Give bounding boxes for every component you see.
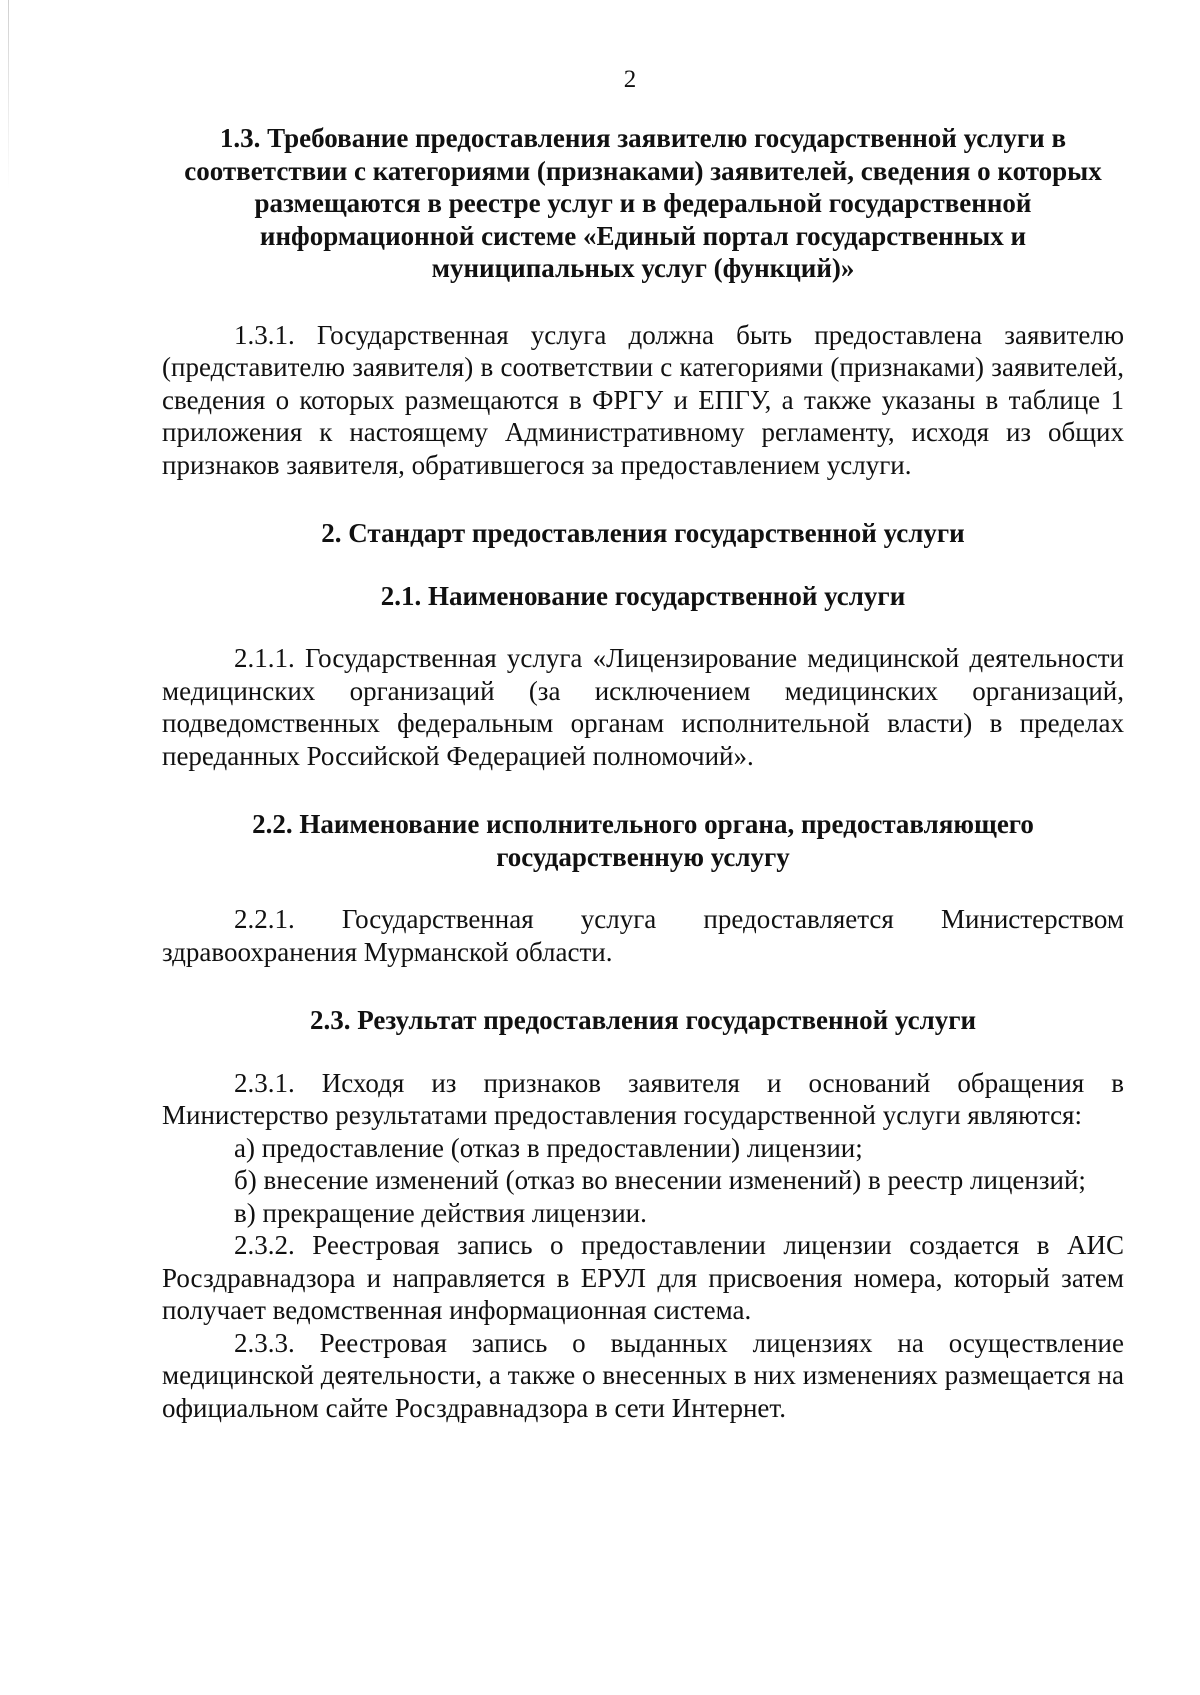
section-heading-2-1: 2.1. Наименование государственной услуги [380,580,906,611]
section-heading-2-2: 2.2. Наименование исполнительного органа, предоставляющего государственную услугу [252,809,1034,872]
list-item-b: б) внесение изменений (отказ во внесении изменений) в реестр лицензий; [234,1165,1086,1195]
scan-binding-edge [8,0,9,190]
paragraph-2-2-1: 2.2.1. Государственная услуга предоставляется Министерством здравоохранения Мурманской области. [162,904,1124,967]
section-heading-2: 2. Стандарт предоставления государственной услуги [321,518,965,548]
list-item-a: а) предоставление (отказ в предоставлении) лицензии; [234,1132,863,1163]
paragraph-1-3-1: 1.3.1. Государственная услуга должна быть предоставлена заявителю (представителю заявителя) в соответствии с категориями (признаками) заявителей, сведения о которых размещаются в ФРГУ и ЕПГУ, а также указаны в таблице 1 приложения к настоящему Административному регламенту, исходя из общих признаков заявителя, обратившегося за предоставлением услуги. [162,319,1124,480]
paragraph-2-3-2: 2.3.2. Реестровая запись о предоставлении лицензии создается в АИС Росздравнадзора и направляется в ЕРУЛ для присвоения номера, который затем получает ведомственная информационная система. [162,1230,1124,1325]
section-heading-1-3: 1.3. Требование предоставления заявителю государственной услуги в соответствии с категориями (признаками) заявителей, сведения о которых размещаются в реестре услуг и в федеральной государственной информационной системе «Единый портал государственных и муниципальных услуг (функций)» [184,123,1102,283]
paragraph-2-3-1: 2.3.1. Исходя из признаков заявителя и оснований обращения в Министерство результатами предоставления государственной услуги являются: [162,1067,1124,1130]
page-number: 2 [623,66,637,93]
paragraph-2-3-3: 2.3.3. Реестровая запись о выданных лицензиях на осуществление медицинской деятельности, а также о внесенных в них изменениях размещается на официальном сайте Росздравнадзора в сети Интернет. [162,1327,1124,1423]
paragraph-2-1-1: 2.1.1. Государственная услуга «Лицензирование медицинской деятельности медицинских организаций (за исключением медицинских организаций, подведомственных федеральным органам исполнительной власти) в пределах переданных Российской Федерацией полномочий». [162,643,1124,771]
document-body [162,122,1124,1424]
list-item-c: в) прекращение действия лицензии. [234,1197,647,1228]
section-heading-2-3: 2.3. Результат предоставления государственной услуги [309,1005,977,1035]
